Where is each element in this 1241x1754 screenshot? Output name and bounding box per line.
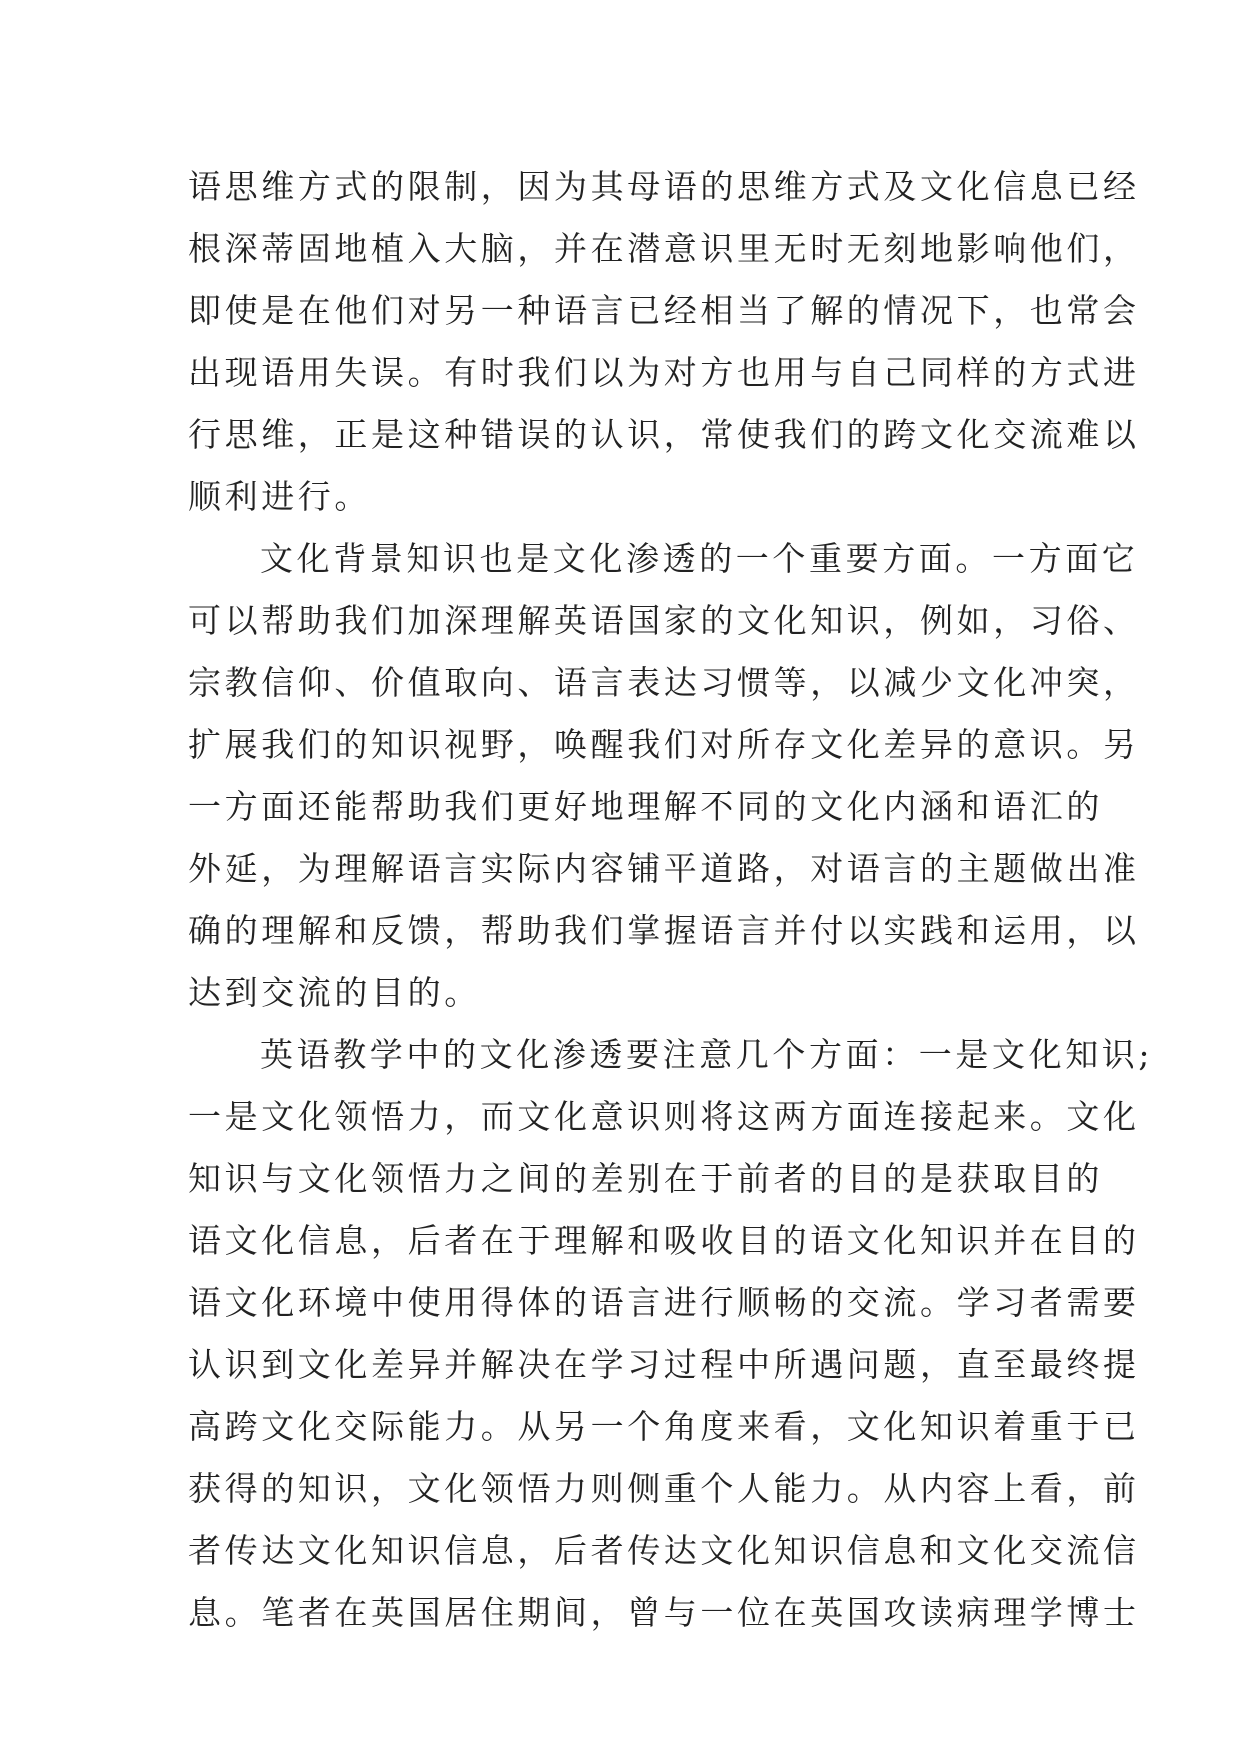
text-line: 扩展我们的知识视野，唤醒我们对所存文化差异的意识。另	[188, 725, 1140, 764]
body-text	[188, 156, 1154, 1644]
text-line: 顺利进行。	[188, 477, 371, 516]
text-line: 认识到文化差异并解决在学习过程中所遇问题，直至最终提	[188, 1345, 1140, 1384]
text-line: 根深蒂固地植入大脑，并在潜意识里无时无刻地影响他们，	[188, 229, 1140, 268]
text-line: 知识与文化领悟力之间的差别在于前者的目的是获取目的	[188, 1159, 1103, 1198]
text-line: 高跨文化交际能力。从另一个角度来看，文化知识着重于已	[188, 1407, 1140, 1446]
text-line: 获得的知识，文化领悟力则侧重个人能力。从内容上看，前	[188, 1469, 1140, 1508]
paragraph-first-line: 文化背景知识也是文化渗透的一个重要方面。一方面它	[260, 539, 1139, 578]
text-line: 可以帮助我们加深理解英语国家的文化知识，例如，习俗、	[188, 601, 1140, 640]
text-line: 息。笔者在英国居住期间，曾与一位在英国攻读病理学博士	[188, 1593, 1140, 1632]
text-line: 确的理解和反馈，帮助我们掌握语言并付以实践和运用，以	[188, 911, 1140, 950]
text-line: 即使是在他们对另一种语言已经相当了解的情况下，也常会	[188, 291, 1140, 330]
text-line: 一是文化领悟力，而文化意识则将这两方面连接起来。文化	[188, 1097, 1140, 1136]
text-line: 行思维，正是这种错误的认识，常使我们的跨文化交流难以	[188, 415, 1140, 454]
text-line: 语文化环境中使用得体的语言进行顺畅的交流。学习者需要	[188, 1283, 1140, 1322]
text-line: 语思维方式的限制，因为其母语的思维方式及文化信息已经	[188, 167, 1140, 206]
text-line: 外延，为理解语言实际内容铺平道路，对语言的主题做出准	[188, 849, 1140, 888]
text-line: 一方面还能帮助我们更好地理解不同的文化内涵和语汇的	[188, 787, 1103, 826]
text-line: 达到交流的目的。	[188, 973, 481, 1012]
text-line: 语文化信息，后者在于理解和吸收目的语文化知识并在目的	[188, 1221, 1140, 1260]
paragraph-first-line: 英语教学中的文化渗透要注意几个方面：一是文化知识;	[260, 1035, 1154, 1074]
text-line: 出现语用失误。有时我们以为对方也用与自己同样的方式进	[188, 353, 1140, 392]
text-line: 宗教信仰、价值取向、语言表达习惯等，以减少文化冲突，	[188, 663, 1140, 702]
text-line: 者传达文化知识信息，后者传达文化知识信息和文化交流信	[188, 1531, 1140, 1570]
